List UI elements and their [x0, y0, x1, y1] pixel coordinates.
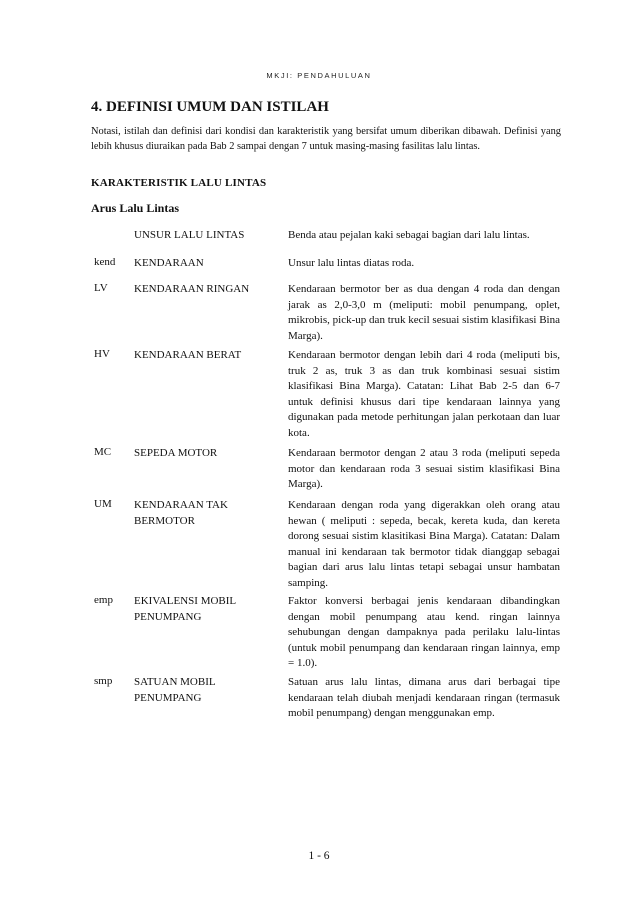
row-definition: Kendaraan dengan roda yang digerakkan oleh orang atau hewan ( meliputi : sepeda, becak, kereta kuda, dan kereta dorong sesuai sistim klasitikasi Bina Marga). Catatan: Dalam manual ini kendaraan tak bermotor tidak dianggap sebagai bagian dari arus lalu lintas tetapi sebagai unsur hambatan samping.	[288, 499, 560, 589]
subsection-heading: KARAKTERISTIK LALU LINTAS	[91, 177, 267, 189]
row-abbreviation: HV	[94, 348, 110, 360]
page-number: 1 - 6	[308, 850, 330, 862]
running-head: MKJI: PENDAHULUAN	[266, 71, 372, 80]
row-definition: Kendaraan bermotor dengan 2 atau 3 roda (meliputi sepeda motor dan kendaraan roda 3 sesuai sistim klasifikasi Bina Marga).	[288, 447, 560, 490]
row-abbreviation: MC	[94, 446, 112, 458]
row-abbreviation: LV	[94, 282, 108, 294]
row-abbreviation: emp	[94, 594, 113, 606]
section-title: 4. DEFINISI UMUM DAN ISTILAH	[91, 99, 329, 115]
row-abbreviation: kend	[94, 256, 116, 268]
row-term: KENDARAAN BERAT	[134, 349, 242, 361]
row-term: SATUAN MOBIL PENUMPANG	[134, 676, 216, 704]
table-header-term: UNSUR LALU LINTAS	[134, 229, 245, 241]
row-abbreviation: smp	[94, 675, 113, 687]
row-term: KENDARAAN RINGAN	[134, 283, 250, 295]
row-definition: Satuan arus lalu lintas, dimana arus dari berbagai tipe kendaraan telah diubah menjadi kendaraan ringan (termasuk mobil penumpang) dengan menggunakan emp.	[288, 676, 560, 719]
intro-paragraph: Notasi, istilah dan definisi dari kondisi dan karakteristik yang bersifat umum diberikan dibawah. Definisi yang lebih khusus diuraikan pada Bab 2 sampai dengan 7 untuk masing-masing fasilitas lalu lintas.	[91, 126, 561, 152]
row-term: KENDARAAN	[134, 257, 204, 269]
row-definition: Faktor konversi berbagai jenis kendaraan dibandingkan dengan mobil penumpang atau kend. ringan lainnya sehubungan dengan dampaknya pada perilaku lalu-lintas (untuk mobil penumpang dan kendaraan ringan lainnya, emp = 1.0).	[288, 595, 560, 669]
row-definition: Kendaraan bermotor ber as dua dengan 4 roda dan dengan jarak as 2,0-3,0 m (meliputi: mobil penumpang, oplet, mikrobis, pick-up dan truk kecil sesuai sistim klasifikasi Bina Marga).	[288, 283, 560, 342]
table-header-definition: Benda atau pejalan kaki sebagai bagian dari lalu lintas.	[288, 229, 530, 241]
row-term: SEPEDA MOTOR	[134, 447, 218, 459]
subsection-subheading: Arus Lalu Lintas	[91, 201, 180, 215]
row-definition: Kendaraan bermotor dengan lebih dari 4 roda (meliputi bis, truk 2 as, truk 3 as dan truk kombinasi sesuai sistim klasifikasi Bina Marga). Catatan: Lihat Bab 2-5 dan 6-7 untuk definisi khusus dari tipe kendaraan lainnya yang digunakan pada metode perhitungan jalan perkotaan dan luar kota.	[288, 349, 560, 439]
row-definition: Unsur lalu lintas diatas roda.	[288, 257, 415, 269]
row-term: KENDARAAN TAK BERMOTOR	[134, 499, 228, 527]
row-term: EKIVALENSI MOBIL PENUMPANG	[134, 595, 236, 623]
row-abbreviation: UM	[94, 498, 112, 510]
